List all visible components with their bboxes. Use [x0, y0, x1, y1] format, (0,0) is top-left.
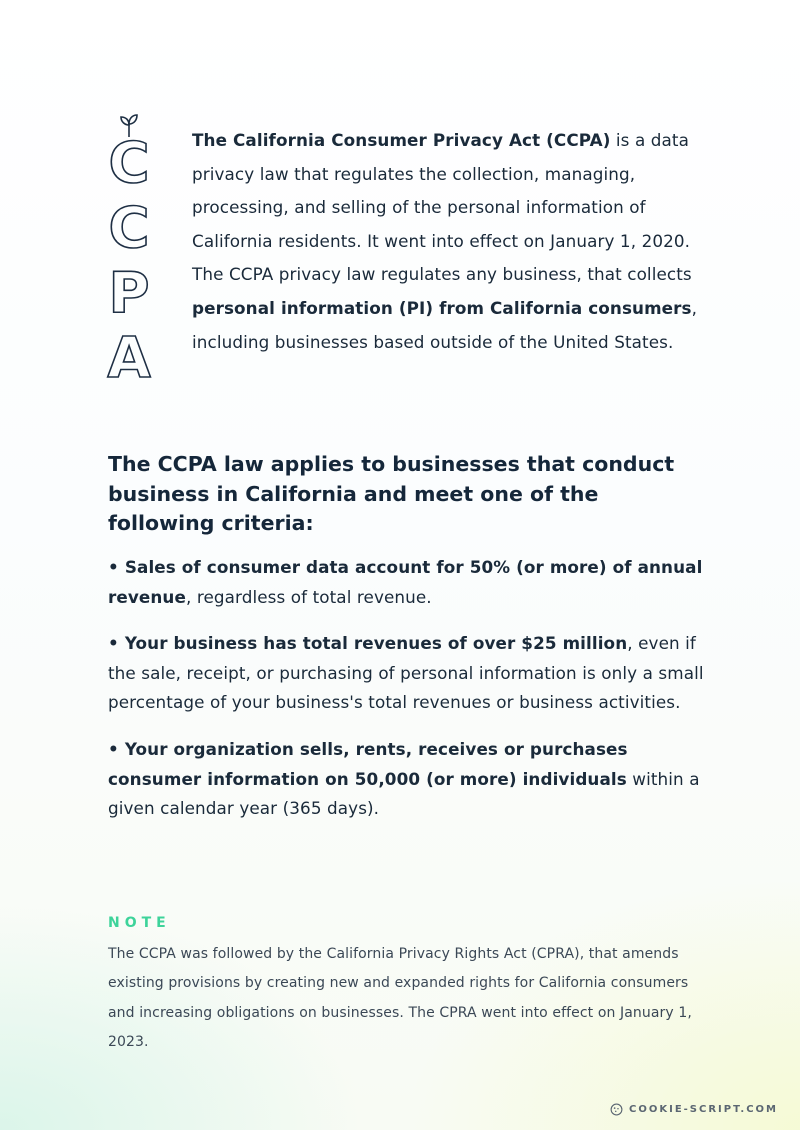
title-letter-4: A	[107, 326, 151, 391]
bullet: •	[108, 633, 119, 654]
footer-brand-text: COOKIE-SCRIPT.COM	[629, 1104, 778, 1115]
bullet: •	[108, 557, 119, 577]
criteria-list	[108, 553, 708, 841]
criteria-item	[108, 735, 708, 824]
intro-bold-ccpa: The California Consumer Privacy Act (CCPA)	[192, 130, 611, 150]
footer-brand	[610, 1103, 778, 1116]
criteria-bold: Your organization sells, rents, receives or purchases consumer information on 50,000 (or more) individuals	[108, 738, 628, 789]
cookie-icon	[610, 1103, 623, 1116]
criteria-bold: Sales of consumer data account for 50% (or more) of annual revenue	[108, 557, 703, 607]
note-section	[108, 912, 708, 1058]
bullet: •	[108, 738, 119, 759]
intro-text-2: , including businesses based outside of the United States.	[192, 297, 698, 352]
title-letter-1: C	[108, 131, 150, 196]
intro-text-1: is a data privacy law that regulates the collection, managing, processing, and selling of the personal information of California residents. It went into effect on January 1, 2020. The CCPA privacy law regulates any business, that collects	[192, 130, 692, 285]
criteria-text: , regardless of total revenue.	[185, 586, 432, 607]
criteria-heading: The CCPA law applies to businesses that conduct business in California and meet one of the following criteria:	[108, 452, 675, 535]
title-letter-2: C	[108, 196, 150, 261]
note-text: The CCPA was followed by the California Privacy Rights Act (CPRA), that amends existing provisions by creating new and expanded rights for California consumers and increasing obligations on businesses. The CPRA went into effect on January 1, 2023.	[108, 946, 692, 1051]
criteria-item	[108, 553, 708, 612]
intro-bold-pi: personal information (PI) from California consumers	[192, 297, 692, 318]
criteria-bold: Your business has total revenues of over $25 million	[124, 633, 628, 654]
title-letter-3: P	[108, 261, 150, 326]
criteria-text: within a given calendar year (365 days).	[108, 768, 700, 819]
criteria-text: , even if the sale, receipt, or purchasing of personal information is only a small percentage of your business's total revenues or business activities.	[108, 633, 704, 713]
criteria-item	[108, 629, 708, 718]
note-label: NOTE	[108, 915, 171, 931]
intro-paragraph	[192, 124, 702, 359]
